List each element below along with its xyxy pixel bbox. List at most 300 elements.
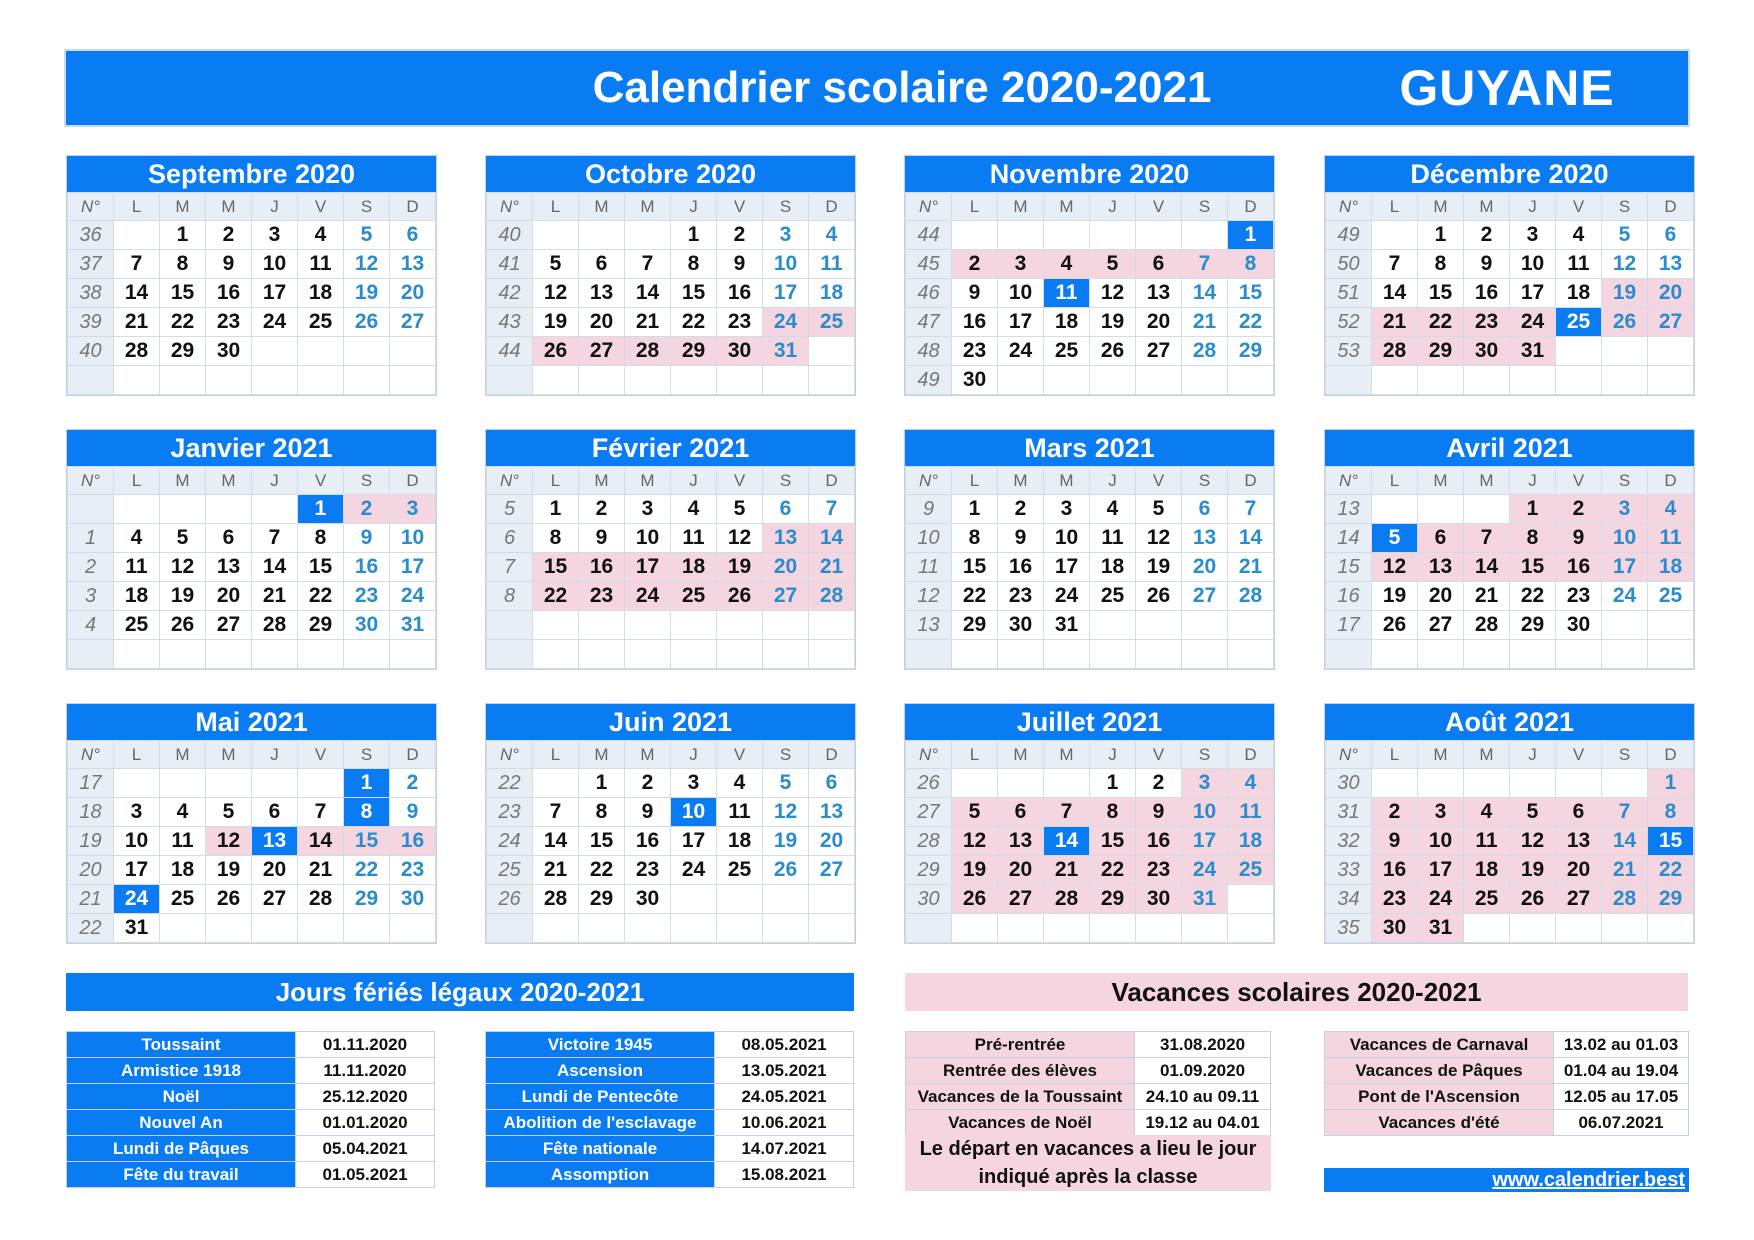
weekday-header: J: [671, 741, 717, 769]
departure-note: [905, 1135, 1271, 1191]
day-cell: 30: [998, 611, 1044, 640]
day-cell: 7: [1372, 250, 1418, 279]
day-cell: 15: [298, 553, 344, 582]
day-cell: 19: [1372, 582, 1418, 611]
day-cell: 18: [717, 827, 763, 856]
day-cell: 22: [1648, 856, 1694, 885]
info-row: [486, 1032, 854, 1058]
day-cell: 11: [114, 553, 160, 582]
day-cell: [671, 885, 717, 914]
day-cell: 12: [533, 279, 579, 308]
day-cell: [1182, 366, 1228, 395]
day-cell: 3: [671, 769, 717, 798]
day-cell: [298, 769, 344, 798]
day-cell: 30: [344, 611, 390, 640]
day-cell: 11: [1090, 524, 1136, 553]
week-number: 16: [1326, 582, 1372, 611]
day-cell: [579, 366, 625, 395]
day-cell: 28: [298, 885, 344, 914]
day-cell: 7: [625, 250, 671, 279]
weekday-header: M: [1464, 193, 1510, 221]
info-label: Ascension: [486, 1058, 715, 1084]
day-cell: 24: [1510, 308, 1556, 337]
day-cell: [533, 611, 579, 640]
day-cell: 19: [344, 279, 390, 308]
day-cell: 11: [298, 250, 344, 279]
day-cell: 6: [1648, 221, 1694, 250]
day-cell: 21: [252, 582, 298, 611]
day-cell: 6: [1556, 798, 1602, 827]
day-cell: 18: [1044, 308, 1090, 337]
weekday-header: D: [1648, 467, 1694, 495]
day-cell: 6: [252, 798, 298, 827]
info-label: Fête nationale: [486, 1136, 715, 1162]
info-row: [1325, 1084, 1689, 1110]
week-number: 35: [1326, 914, 1372, 943]
info-date: 13.05.2021: [715, 1058, 854, 1084]
day-cell: 26: [160, 611, 206, 640]
day-cell: 29: [952, 611, 998, 640]
week-number: 53: [1326, 337, 1372, 366]
day-cell: 27: [763, 582, 809, 611]
day-cell: 19: [952, 856, 998, 885]
day-cell: 26: [1372, 611, 1418, 640]
day-cell: 29: [579, 885, 625, 914]
week-number: 27: [906, 798, 952, 827]
weekday-header: V: [298, 741, 344, 769]
day-cell: 27: [1418, 611, 1464, 640]
day-cell: [1136, 366, 1182, 395]
vacations-table-right: [1324, 1031, 1689, 1136]
vacations-title: Vacances scolaires 2020-2021: [905, 973, 1688, 1011]
day-cell: [533, 221, 579, 250]
week-number: 42: [487, 279, 533, 308]
day-cell: 23: [206, 308, 252, 337]
day-cell: 2: [1464, 221, 1510, 250]
info-label: Lundi de Pentecôte: [486, 1084, 715, 1110]
day-cell: [1464, 495, 1510, 524]
week-number: 36: [68, 221, 114, 250]
week-number: 50: [1326, 250, 1372, 279]
weekday-header: V: [1556, 193, 1602, 221]
day-cell: 17: [763, 279, 809, 308]
day-cell: 19: [1090, 308, 1136, 337]
weekday-header: S: [1182, 467, 1228, 495]
day-cell: [533, 914, 579, 943]
day-cell: [952, 769, 998, 798]
day-cell: 3: [1418, 798, 1464, 827]
day-cell: 3: [763, 221, 809, 250]
day-cell: 15: [579, 827, 625, 856]
month-title: Août 2021: [1325, 704, 1694, 740]
day-cell: 13: [1418, 553, 1464, 582]
week-number: 49: [1326, 221, 1372, 250]
day-cell: 23: [625, 856, 671, 885]
day-cell: 26: [952, 885, 998, 914]
week-number: 14: [1326, 524, 1372, 553]
weekday-header: L: [952, 467, 998, 495]
day-cell: [1602, 769, 1648, 798]
day-cell: [1418, 640, 1464, 669]
weekday-header: S: [1602, 741, 1648, 769]
day-cell: 27: [1648, 308, 1694, 337]
day-cell: 6: [1136, 250, 1182, 279]
weekday-header: V: [1136, 193, 1182, 221]
day-cell: 8: [1418, 250, 1464, 279]
day-cell: 2: [1136, 769, 1182, 798]
day-cell: 9: [998, 524, 1044, 553]
week-number: 20: [68, 856, 114, 885]
day-cell: 19: [1136, 553, 1182, 582]
day-cell: 31: [114, 914, 160, 943]
day-cell: 3: [1602, 495, 1648, 524]
day-cell: 28: [533, 885, 579, 914]
day-cell: [1372, 495, 1418, 524]
website-link[interactable]: www.calendrier.best: [1492, 1169, 1685, 1191]
day-cell: [252, 366, 298, 395]
day-cell: 28: [252, 611, 298, 640]
day-cell: 11: [1464, 827, 1510, 856]
day-cell: [114, 221, 160, 250]
week-number: 7: [487, 553, 533, 582]
day-cell: 8: [671, 250, 717, 279]
day-cell: [1090, 611, 1136, 640]
day-cell: 28: [1228, 582, 1274, 611]
weekday-header: M: [998, 467, 1044, 495]
week-number: 3: [68, 582, 114, 611]
day-cell: 26: [533, 337, 579, 366]
day-cell: 23: [1464, 308, 1510, 337]
info-date: 01.01.2020: [296, 1110, 435, 1136]
day-cell: [206, 495, 252, 524]
day-cell: 25: [160, 885, 206, 914]
week-number-header: N°: [906, 741, 952, 769]
day-cell: 29: [1418, 337, 1464, 366]
day-cell: 23: [390, 856, 436, 885]
day-cell: 25: [671, 582, 717, 611]
day-cell: 13: [390, 250, 436, 279]
day-cell: 22: [952, 582, 998, 611]
weekday-header: J: [1510, 741, 1556, 769]
weekday-header: V: [717, 193, 763, 221]
day-cell: 28: [1044, 885, 1090, 914]
day-cell: 3: [1044, 495, 1090, 524]
week-number: 51: [1326, 279, 1372, 308]
day-cell: 13: [252, 827, 298, 856]
day-cell: 10: [671, 798, 717, 827]
info-row: [67, 1162, 435, 1188]
day-cell: 9: [344, 524, 390, 553]
day-cell: 30: [1556, 611, 1602, 640]
weekday-header: J: [1090, 193, 1136, 221]
day-cell: 6: [763, 495, 809, 524]
day-cell: [344, 337, 390, 366]
weekday-header: V: [1136, 467, 1182, 495]
day-cell: 19: [160, 582, 206, 611]
month-title: Janvier 2021: [67, 430, 436, 466]
day-cell: 24: [671, 856, 717, 885]
weekday-header: V: [717, 741, 763, 769]
day-cell: [717, 611, 763, 640]
day-cell: 8: [1090, 798, 1136, 827]
weekday-header: L: [114, 467, 160, 495]
day-cell: 13: [206, 553, 252, 582]
day-cell: 2: [579, 495, 625, 524]
month-calendar: [66, 155, 437, 396]
day-cell: 28: [625, 337, 671, 366]
day-cell: [1136, 640, 1182, 669]
weekday-header: M: [160, 741, 206, 769]
day-cell: 29: [1510, 611, 1556, 640]
day-cell: [1090, 640, 1136, 669]
day-cell: 26: [206, 885, 252, 914]
weekday-header: J: [252, 467, 298, 495]
day-cell: 15: [533, 553, 579, 582]
weekday-header: D: [1228, 193, 1274, 221]
week-number: 29: [906, 856, 952, 885]
day-cell: [1556, 640, 1602, 669]
weekday-header: M: [1464, 741, 1510, 769]
day-cell: 29: [1648, 885, 1694, 914]
info-row: [1325, 1058, 1689, 1084]
week-number: 12: [906, 582, 952, 611]
day-cell: 16: [1372, 856, 1418, 885]
info-row: [67, 1110, 435, 1136]
day-cell: [1182, 221, 1228, 250]
day-cell: 4: [809, 221, 855, 250]
day-cell: [1090, 914, 1136, 943]
weekday-header: M: [625, 467, 671, 495]
day-cell: 22: [344, 856, 390, 885]
weekday-header: L: [533, 193, 579, 221]
day-cell: 1: [160, 221, 206, 250]
day-cell: 25: [717, 856, 763, 885]
week-number: [906, 640, 952, 669]
day-cell: [1464, 366, 1510, 395]
week-number-header: N°: [906, 467, 952, 495]
day-cell: 1: [579, 769, 625, 798]
day-cell: [717, 885, 763, 914]
day-cell: [390, 640, 436, 669]
weekday-header: M: [579, 467, 625, 495]
day-cell: 22: [533, 582, 579, 611]
day-cell: 31: [1418, 914, 1464, 943]
day-cell: 11: [1648, 524, 1694, 553]
week-number: 10: [906, 524, 952, 553]
day-cell: [998, 914, 1044, 943]
day-cell: [763, 914, 809, 943]
day-cell: [1044, 221, 1090, 250]
day-cell: [952, 914, 998, 943]
day-cell: [390, 914, 436, 943]
day-cell: 7: [114, 250, 160, 279]
day-cell: [160, 495, 206, 524]
info-row: [67, 1058, 435, 1084]
weekday-header: V: [298, 467, 344, 495]
day-cell: 20: [579, 308, 625, 337]
day-cell: 26: [1090, 337, 1136, 366]
info-label: Vacances d'été: [1325, 1110, 1554, 1136]
day-cell: 9: [390, 798, 436, 827]
day-cell: 11: [717, 798, 763, 827]
day-cell: 16: [390, 827, 436, 856]
day-cell: 15: [160, 279, 206, 308]
day-cell: 14: [809, 524, 855, 553]
day-cell: 29: [1228, 337, 1274, 366]
day-cell: 13: [1182, 524, 1228, 553]
day-cell: 14: [1464, 553, 1510, 582]
day-cell: 11: [671, 524, 717, 553]
info-row: [906, 1032, 1271, 1058]
day-cell: [671, 366, 717, 395]
week-number-header: N°: [487, 741, 533, 769]
day-cell: 3: [390, 495, 436, 524]
month-title: Décembre 2020: [1325, 156, 1694, 192]
weekday-header: M: [160, 467, 206, 495]
weekday-header: S: [763, 741, 809, 769]
day-cell: [1228, 640, 1274, 669]
day-cell: [160, 640, 206, 669]
day-cell: 30: [206, 337, 252, 366]
day-cell: [671, 611, 717, 640]
day-cell: 8: [160, 250, 206, 279]
day-cell: 20: [1556, 856, 1602, 885]
day-cell: 9: [1136, 798, 1182, 827]
day-cell: 12: [206, 827, 252, 856]
day-cell: [1044, 366, 1090, 395]
week-number: [68, 495, 114, 524]
note-line-2: indiqué après la classe: [978, 1166, 1198, 1188]
day-cell: 4: [160, 798, 206, 827]
day-cell: 7: [809, 495, 855, 524]
day-cell: [625, 366, 671, 395]
week-number: 49: [906, 366, 952, 395]
day-cell: [763, 366, 809, 395]
day-cell: 4: [1090, 495, 1136, 524]
day-cell: [1510, 366, 1556, 395]
day-cell: [160, 769, 206, 798]
day-cell: 9: [206, 250, 252, 279]
day-cell: 26: [717, 582, 763, 611]
weekday-header: S: [1182, 741, 1228, 769]
day-cell: [1648, 611, 1694, 640]
info-row: [486, 1162, 854, 1188]
month-calendar: [66, 703, 437, 944]
day-cell: [298, 640, 344, 669]
day-cell: [998, 366, 1044, 395]
info-row: [486, 1110, 854, 1136]
day-cell: 27: [579, 337, 625, 366]
weekday-header: D: [1648, 193, 1694, 221]
day-cell: [1044, 769, 1090, 798]
day-cell: 28: [1464, 611, 1510, 640]
info-label: Vacances de Pâques: [1325, 1058, 1554, 1084]
week-number: 13: [906, 611, 952, 640]
day-cell: 27: [998, 885, 1044, 914]
day-cell: [1602, 914, 1648, 943]
day-cell: 16: [206, 279, 252, 308]
week-number: 1: [68, 524, 114, 553]
holidays-table-left: [66, 1031, 435, 1188]
week-number-header: N°: [487, 467, 533, 495]
day-cell: 18: [1090, 553, 1136, 582]
day-cell: 21: [298, 856, 344, 885]
weekday-header: M: [206, 741, 252, 769]
day-cell: 13: [1648, 250, 1694, 279]
day-cell: [1418, 366, 1464, 395]
day-cell: 4: [1044, 250, 1090, 279]
day-cell: [114, 640, 160, 669]
day-cell: 23: [579, 582, 625, 611]
day-cell: [763, 611, 809, 640]
day-cell: [952, 221, 998, 250]
day-cell: 21: [1228, 553, 1274, 582]
week-number: 22: [68, 914, 114, 943]
day-cell: 14: [1602, 827, 1648, 856]
day-cell: 20: [1182, 553, 1228, 582]
day-cell: 5: [160, 524, 206, 553]
weekday-header: D: [1648, 741, 1694, 769]
day-cell: [671, 640, 717, 669]
month-calendar: [904, 429, 1275, 670]
day-cell: 15: [952, 553, 998, 582]
day-cell: 31: [763, 337, 809, 366]
week-number: [68, 640, 114, 669]
day-cell: 7: [252, 524, 298, 553]
week-number: 18: [68, 798, 114, 827]
day-cell: 23: [344, 582, 390, 611]
day-cell: 11: [1044, 279, 1090, 308]
info-label: Vacances de Carnaval: [1325, 1032, 1554, 1058]
month-title: Septembre 2020: [67, 156, 436, 192]
day-cell: [252, 337, 298, 366]
weekday-header: M: [579, 741, 625, 769]
day-cell: 18: [1648, 553, 1694, 582]
day-cell: 21: [1602, 856, 1648, 885]
day-cell: 6: [998, 798, 1044, 827]
day-cell: 17: [671, 827, 717, 856]
day-cell: 29: [160, 337, 206, 366]
day-cell: 5: [952, 798, 998, 827]
day-cell: 4: [717, 769, 763, 798]
day-cell: [160, 914, 206, 943]
day-cell: [1044, 640, 1090, 669]
info-row: [67, 1136, 435, 1162]
day-cell: [717, 640, 763, 669]
day-cell: 15: [1228, 279, 1274, 308]
day-cell: [1602, 337, 1648, 366]
day-cell: 24: [1044, 582, 1090, 611]
month-calendar: [904, 155, 1275, 396]
day-cell: 19: [1602, 279, 1648, 308]
day-cell: [252, 914, 298, 943]
week-number: 33: [1326, 856, 1372, 885]
day-cell: [809, 366, 855, 395]
day-cell: [206, 640, 252, 669]
day-cell: 15: [1418, 279, 1464, 308]
info-date: 14.07.2021: [715, 1136, 854, 1162]
day-cell: 31: [1044, 611, 1090, 640]
day-cell: 17: [625, 553, 671, 582]
day-cell: 3: [1182, 769, 1228, 798]
day-cell: 10: [998, 279, 1044, 308]
day-cell: [998, 769, 1044, 798]
month-title: Avril 2021: [1325, 430, 1694, 466]
day-cell: [206, 914, 252, 943]
info-row: [486, 1084, 854, 1110]
day-cell: 8: [298, 524, 344, 553]
month-title: Juillet 2021: [905, 704, 1274, 740]
